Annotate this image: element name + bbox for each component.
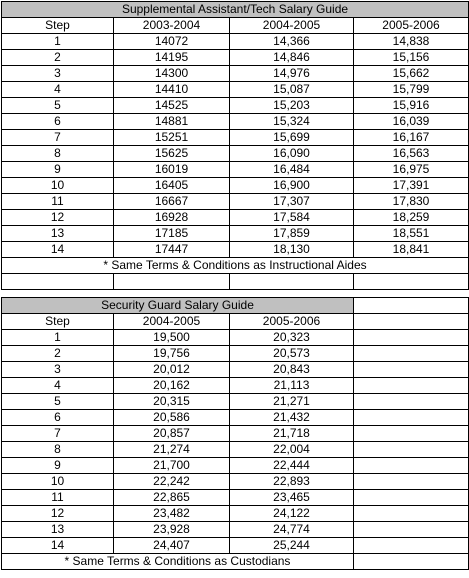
empty-cell <box>354 490 469 506</box>
step-cell: 4 <box>2 82 114 98</box>
table-row <box>2 82 469 98</box>
header-step: Step <box>2 314 114 330</box>
step-cell: 8 <box>2 146 114 162</box>
step-cell: 9 <box>2 458 114 474</box>
empty-cell <box>354 362 469 378</box>
salary-cell: 15,087 <box>230 82 354 98</box>
table-row <box>2 490 469 506</box>
salary-cell: 15,662 <box>354 66 469 82</box>
salary-cell: 23,928 <box>114 522 230 538</box>
table-row <box>2 522 469 538</box>
table-row <box>2 146 469 162</box>
table-title-row <box>2 2 469 18</box>
salary-cell: 21,271 <box>230 394 354 410</box>
table-row <box>2 474 469 490</box>
empty-cell <box>114 274 230 290</box>
header-year: 2005-2006 <box>230 314 354 330</box>
salary-cell: 15625 <box>114 146 230 162</box>
salary-cell: 20,843 <box>230 362 354 378</box>
empty-cell <box>2 274 114 290</box>
step-cell: 2 <box>2 346 114 362</box>
step-cell: 14 <box>2 538 114 554</box>
table-row <box>2 346 469 362</box>
table-row <box>2 210 469 226</box>
salary-cell: 17,391 <box>354 178 469 194</box>
step-cell: 6 <box>2 410 114 426</box>
salary-cell: 17,307 <box>230 194 354 210</box>
table-title: Supplemental Assistant/Tech Salary Guide <box>2 2 469 18</box>
salary-cell: 16,039 <box>354 114 469 130</box>
salary-cell: 15,156 <box>354 50 469 66</box>
salary-cell: 14,976 <box>230 66 354 82</box>
salary-cell: 20,315 <box>114 394 230 410</box>
salary-cell: 18,551 <box>354 226 469 242</box>
salary-cell: 14,846 <box>230 50 354 66</box>
empty-cell <box>354 314 469 330</box>
salary-cell: 21,274 <box>114 442 230 458</box>
empty-cell <box>354 458 469 474</box>
salary-cell: 22,242 <box>114 474 230 490</box>
salary-cell: 14195 <box>114 50 230 66</box>
salary-cell: 16928 <box>114 210 230 226</box>
empty-cell <box>230 274 354 290</box>
salary-cell: 24,122 <box>230 506 354 522</box>
step-cell: 6 <box>2 114 114 130</box>
footnote: * Same Terms & Conditions as Custodians <box>2 554 354 570</box>
header-year: 2005-2006 <box>354 18 469 34</box>
salary-cell: 19,756 <box>114 346 230 362</box>
step-cell: 10 <box>2 474 114 490</box>
salary-cell: 22,865 <box>114 490 230 506</box>
salary-cell: 14881 <box>114 114 230 130</box>
salary-cell: 17185 <box>114 226 230 242</box>
table-row <box>2 226 469 242</box>
table-row <box>2 130 469 146</box>
table-row <box>2 426 469 442</box>
step-cell: 8 <box>2 442 114 458</box>
salary-cell: 20,857 <box>114 426 230 442</box>
step-cell: 9 <box>2 162 114 178</box>
salary-cell: 15,203 <box>230 98 354 114</box>
salary-cell: 18,130 <box>230 242 354 258</box>
step-cell: 14 <box>2 242 114 258</box>
table-row <box>2 378 469 394</box>
salary-cell: 21,432 <box>230 410 354 426</box>
salary-cell: 20,586 <box>114 410 230 426</box>
salary-cell: 25,244 <box>230 538 354 554</box>
salary-cell: 14,838 <box>354 34 469 50</box>
table-row <box>2 114 469 130</box>
salary-cell: 21,113 <box>230 378 354 394</box>
step-cell: 2 <box>2 50 114 66</box>
empty-cell <box>354 346 469 362</box>
salary-cell: 15251 <box>114 130 230 146</box>
table-row <box>2 34 469 50</box>
step-cell: 3 <box>2 66 114 82</box>
supplemental-salary-table <box>1 1 469 290</box>
empty-cell <box>354 554 469 570</box>
table-header-row <box>2 18 469 34</box>
empty-cell <box>354 538 469 554</box>
step-cell: 11 <box>2 194 114 210</box>
header-step: Step <box>2 18 114 34</box>
empty-cell <box>354 506 469 522</box>
salary-cell: 18,841 <box>354 242 469 258</box>
table-row <box>2 362 469 378</box>
note-row <box>2 258 469 274</box>
empty-cell <box>354 474 469 490</box>
table-row <box>2 506 469 522</box>
step-cell: 5 <box>2 394 114 410</box>
salary-cell: 20,573 <box>230 346 354 362</box>
step-cell: 10 <box>2 178 114 194</box>
salary-cell: 16,900 <box>230 178 354 194</box>
salary-cell: 23,465 <box>230 490 354 506</box>
table-row <box>2 410 469 426</box>
salary-cell: 16,975 <box>354 162 469 178</box>
step-cell: 4 <box>2 378 114 394</box>
salary-cell: 16405 <box>114 178 230 194</box>
table-row <box>2 538 469 554</box>
security-guard-salary-table <box>1 297 469 570</box>
salary-cell: 24,407 <box>114 538 230 554</box>
empty-cell <box>354 410 469 426</box>
salary-cell: 15,799 <box>354 82 469 98</box>
salary-cell: 14,366 <box>230 34 354 50</box>
step-cell: 7 <box>2 426 114 442</box>
salary-cell: 16,167 <box>354 130 469 146</box>
salary-cell: 14072 <box>114 34 230 50</box>
empty-cell <box>354 298 469 314</box>
table-row <box>2 242 469 258</box>
salary-cell: 24,774 <box>230 522 354 538</box>
salary-cell: 15,699 <box>230 130 354 146</box>
salary-cell: 14410 <box>114 82 230 98</box>
salary-cell: 15,916 <box>354 98 469 114</box>
empty-cell <box>354 394 469 410</box>
table-title-row <box>2 298 469 314</box>
table-row <box>2 394 469 410</box>
salary-cell: 16,563 <box>354 146 469 162</box>
salary-cell: 16667 <box>114 194 230 210</box>
header-year: 2003-2004 <box>114 18 230 34</box>
empty-cell <box>354 442 469 458</box>
salary-cell: 20,323 <box>230 330 354 346</box>
footnote: * Same Terms & Conditions as Instructional Aides <box>2 258 469 274</box>
step-cell: 1 <box>2 330 114 346</box>
table-row <box>2 66 469 82</box>
salary-cell: 22,893 <box>230 474 354 490</box>
empty-cell <box>354 522 469 538</box>
header-year: 2004-2005 <box>114 314 230 330</box>
salary-cell: 14525 <box>114 98 230 114</box>
blank-row <box>2 274 469 290</box>
empty-cell <box>354 426 469 442</box>
step-cell: 7 <box>2 130 114 146</box>
step-cell: 12 <box>2 506 114 522</box>
salary-cell: 15,324 <box>230 114 354 130</box>
step-cell: 12 <box>2 210 114 226</box>
salary-cell: 16019 <box>114 162 230 178</box>
salary-cell: 20,012 <box>114 362 230 378</box>
table-row <box>2 98 469 114</box>
salary-cell: 19,500 <box>114 330 230 346</box>
table-row <box>2 162 469 178</box>
salary-cell: 18,259 <box>354 210 469 226</box>
salary-cell: 22,444 <box>230 458 354 474</box>
salary-cell: 21,700 <box>114 458 230 474</box>
salary-cell: 23,482 <box>114 506 230 522</box>
step-cell: 3 <box>2 362 114 378</box>
salary-cell: 22,004 <box>230 442 354 458</box>
step-cell: 13 <box>2 226 114 242</box>
salary-cell: 20,162 <box>114 378 230 394</box>
table-row <box>2 442 469 458</box>
table-row <box>2 178 469 194</box>
header-year: 2004-2005 <box>230 18 354 34</box>
step-cell: 11 <box>2 490 114 506</box>
salary-cell: 16,090 <box>230 146 354 162</box>
step-cell: 13 <box>2 522 114 538</box>
table-title: Security Guard Salary Guide <box>2 298 354 314</box>
table-header-row <box>2 314 469 330</box>
salary-cell: 17447 <box>114 242 230 258</box>
salary-cell: 17,830 <box>354 194 469 210</box>
table-row <box>2 458 469 474</box>
step-cell: 1 <box>2 34 114 50</box>
table-row <box>2 330 469 346</box>
salary-cell: 17,859 <box>230 226 354 242</box>
salary-cell: 16,484 <box>230 162 354 178</box>
salary-cell: 14300 <box>114 66 230 82</box>
table-row <box>2 50 469 66</box>
empty-cell <box>354 378 469 394</box>
table-row <box>2 194 469 210</box>
step-cell: 5 <box>2 98 114 114</box>
salary-cell: 17,584 <box>230 210 354 226</box>
salary-cell: 21,718 <box>230 426 354 442</box>
note-row <box>2 554 469 570</box>
empty-cell <box>354 274 469 290</box>
empty-cell <box>354 330 469 346</box>
